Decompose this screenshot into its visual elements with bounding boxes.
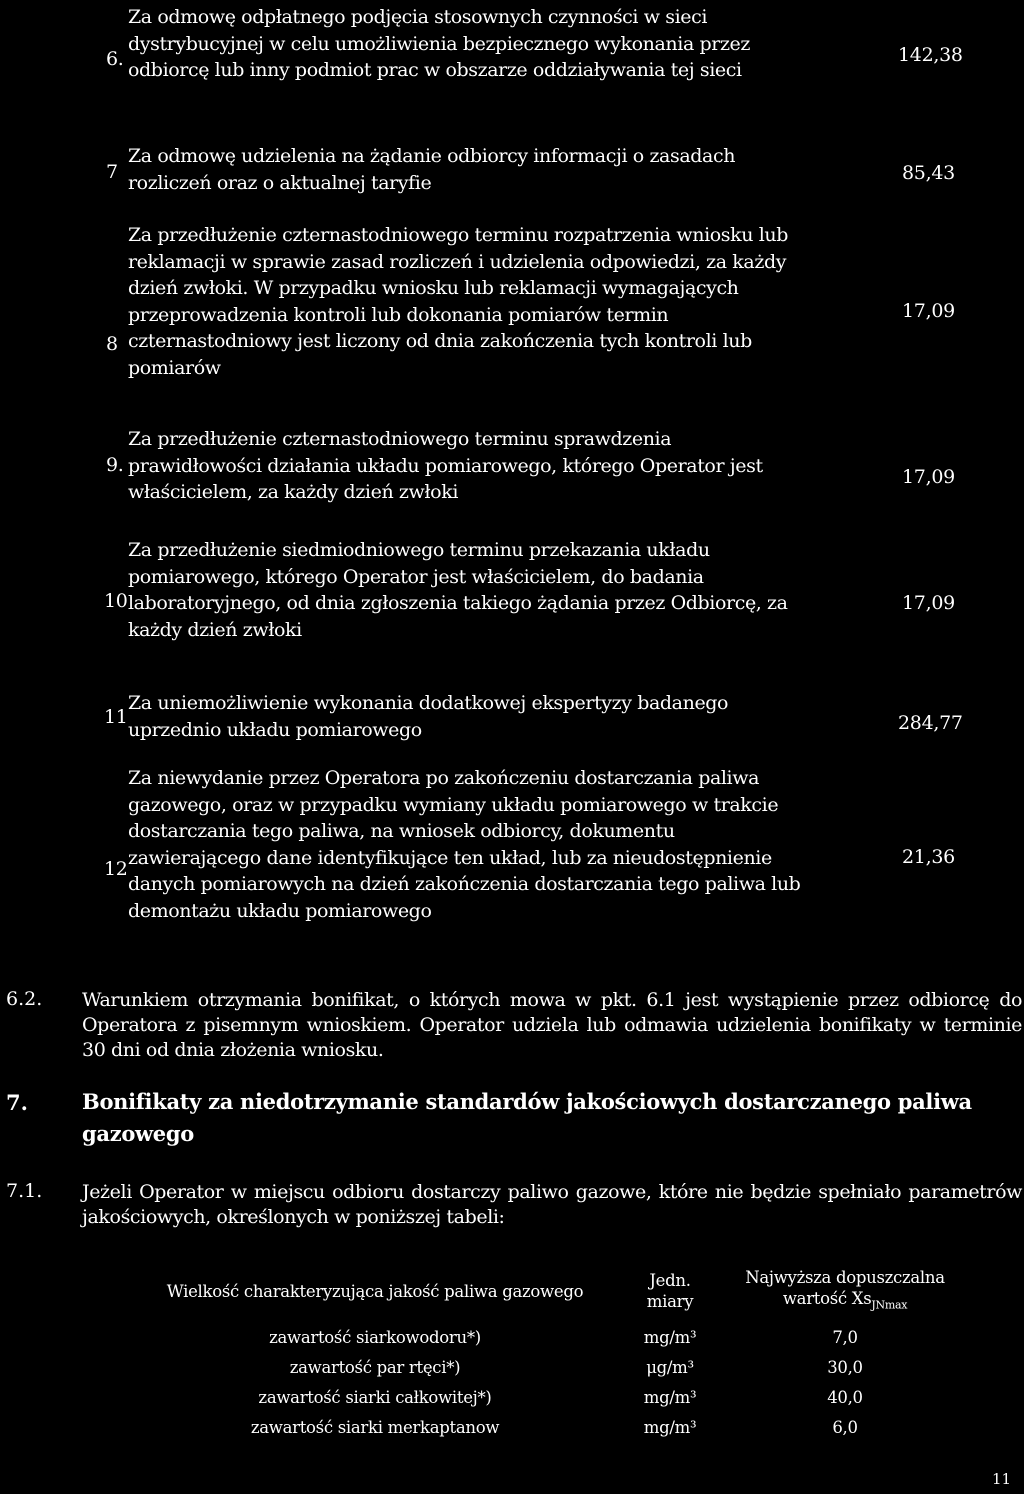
- parameter-cell: zawartość siarkowodoru*): [269, 1327, 481, 1347]
- text-line: dystrybucyjnej w celu umożliwienia bezpiecznego wykonania przez: [128, 32, 751, 55]
- text-line: czternastodniowy jest liczony od dnia zakończenia tych kontroli lub: [128, 330, 752, 352]
- text-line: dostarczania tego paliwa, na wniosek odbiorcy, dokumentu: [128, 820, 675, 842]
- row-description: [128, 537, 848, 643]
- text-line: zawierającego dane identyfikujące ten układ, lub za nieudostępnienie: [128, 846, 772, 869]
- table-row: [140, 1382, 960, 1412]
- row-value: 17,09: [902, 466, 955, 488]
- header-max-line: [730, 1288, 960, 1315]
- header-parameter: Wielkość charakteryzująca jakość paliwa gazowego: [166, 1281, 584, 1301]
- value-cell: 30,0: [827, 1357, 863, 1377]
- text-line: właścicielem, za każdy dzień zwłoki: [128, 481, 458, 503]
- text-line: Za uniemożliwienie wykonania dodatkowej ekspertyzy badanego: [128, 692, 729, 714]
- row-value: 85,43: [902, 162, 955, 184]
- section-number: 7.1.: [6, 1180, 43, 1202]
- text-line: Za przedłużenie czternastodniowego terminu sprawdzenia: [128, 428, 672, 450]
- text-line: Za przedłużenie siedmiodniowego terminu przekazania układu: [128, 539, 710, 561]
- section-number: 7.: [6, 1090, 28, 1115]
- unit-cell: μg/m³: [646, 1357, 694, 1377]
- table-row: [140, 1322, 960, 1352]
- table-header-row: [140, 1260, 960, 1322]
- header-max-line: Najwyższa dopuszczalna: [745, 1267, 945, 1287]
- text-line: Za niewydanie przez Operatora po zakończeniu dostarczania paliwa: [128, 767, 760, 789]
- text-line: Za przedłużenie czternastodniowego terminu rozpatrzenia wniosku lub: [128, 224, 789, 246]
- row-value: 17,09: [902, 300, 955, 322]
- text-line: demontażu układu pomiarowego: [128, 899, 432, 922]
- text-line: przeprowadzenia kontroli lub dokonania pomiarów termin: [128, 303, 669, 326]
- row-description: [128, 4, 848, 84]
- text-line: odbiorcę lub inny podmiot prac w obszarze oddziaływania tej sieci: [128, 59, 742, 81]
- row-value: 142,38: [898, 44, 963, 66]
- table-row: [140, 1352, 960, 1382]
- row-description: [128, 143, 848, 196]
- header-unit-line: miary: [646, 1292, 694, 1311]
- row-number: 12: [104, 858, 128, 880]
- text-line: prawidłowości działania układu pomiarowego, którego Operator jest: [128, 454, 763, 477]
- row-number: 8: [106, 333, 118, 355]
- parameter-cell: zawartość siarki całkowitej*): [258, 1387, 492, 1407]
- unit-cell: mg/m³: [643, 1327, 697, 1347]
- row-number: 9.: [106, 454, 124, 476]
- text-line: pomiarowego, którego Operator jest właścicielem, do badania: [128, 565, 704, 588]
- text-line: reklamacji w sprawie zasad rozliczeń i udzielenia odpowiedzi, za każdy: [128, 250, 787, 273]
- header-unit: [610, 1260, 730, 1322]
- row-value: 21,36: [902, 846, 955, 868]
- text-line: Za odmowę udzielenia na żądanie odbiorcy informacji o zasadach: [128, 145, 736, 167]
- text-line: dzień zwłoki. W przypadku wniosku lub reklamacji wymagających: [128, 277, 739, 299]
- unit-cell: mg/m³: [643, 1417, 697, 1437]
- row-value: 284,77: [898, 712, 963, 734]
- section-text: Jeżeli Operator w miejscu odbioru dostarczy paliwo gazowe, które nie będzie spełniało parametrów jakościowych, określonych w poniższej tabeli:: [82, 1181, 1022, 1228]
- page-number: 11: [992, 1470, 1012, 1488]
- header-unit-line: Jedn.: [649, 1271, 691, 1290]
- value-cell: 40,0: [827, 1387, 863, 1407]
- text-line: rozliczeń oraz o aktualnej taryfie: [128, 171, 432, 194]
- text-line: Za odmowę odpłatnego podjęcia stosownych czynności w sieci: [128, 6, 708, 28]
- value-cell: 7,0: [832, 1327, 858, 1347]
- quality-parameters-table: [140, 1260, 960, 1442]
- row-number: 10: [104, 590, 128, 612]
- header-max-label: wartość Xs: [782, 1288, 872, 1308]
- section-title: Bonifikaty za niedotrzymanie standardów jakościowych dostarczanego paliwa gazowego: [82, 1089, 972, 1146]
- row-value: 17,09: [902, 592, 955, 614]
- row-description: [128, 222, 848, 381]
- row-number: 6.: [106, 48, 124, 70]
- parameter-cell: zawartość siarki merkaptanow: [250, 1417, 500, 1437]
- section-text: Warunkiem otrzymania bonifikat, o których mowa w pkt. 6.1 jest wystąpienie przez odbiorcę do Operatora z pisemnym wnioskiem. Operator udziela lub odmawia udzielenia bonifikaty w terminie 30 dni od dnia złożenia wniosku.: [82, 989, 1022, 1061]
- text-line: każdy dzień zwłoki: [128, 618, 302, 641]
- header-max-subscript: JNmax: [871, 1298, 908, 1312]
- text-line: danych pomiarowych na dzień zakończenia dostarczania tego paliwa lub: [128, 873, 801, 895]
- value-cell: 6,0: [832, 1417, 858, 1437]
- table-row: [140, 1412, 960, 1442]
- text-line: laboratoryjnego, od dnia zgłoszenia takiego żądania przez Odbiorcę, za: [128, 592, 788, 614]
- header-max-value: [730, 1260, 960, 1322]
- row-description: [128, 426, 848, 506]
- row-number: 11: [104, 706, 128, 728]
- parameter-cell: zawartość par rtęci*): [289, 1357, 461, 1377]
- unit-cell: mg/m³: [643, 1387, 697, 1407]
- row-number: 7: [106, 161, 118, 183]
- text-line: uprzednio układu pomiarowego: [128, 718, 422, 741]
- row-description: [128, 690, 848, 743]
- section-number: 6.2.: [6, 988, 43, 1010]
- text-line: gazowego, oraz w przypadku wymiany układu pomiarowego w trakcie: [128, 793, 779, 816]
- row-description: [128, 765, 848, 924]
- text-line: pomiarów: [128, 356, 221, 379]
